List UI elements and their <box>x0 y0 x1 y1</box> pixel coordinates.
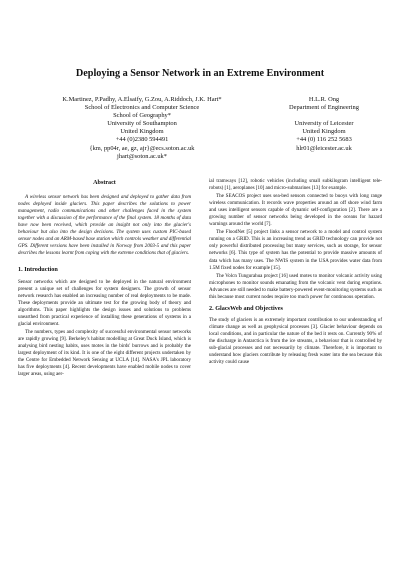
author-line: School of Geography* <box>113 112 171 120</box>
section-heading-glacsweb: 2. GlacsWeb and Objectives <box>209 304 283 312</box>
author-line: University of Southampton <box>107 120 177 128</box>
intro-paragraph: The numbers, types and complexity of successful environmental sensor networks are rapidly growing [9]. Berkeley's habitat modelling at Great Duck Island, which is analysing bird nesting habits, uses motes in the birds' burrows and is probably the largest deployment of its kind. It is one of the eight different projects undertaken by the Centre for Embedded Network Sensing at UCLA [14]. NASA's JPL laboratory has five deployments [4]. Recent developments have enabled mobile nodes to cover larger areas, using aer- <box>18 328 191 378</box>
author-line: United Kingdom <box>302 128 346 136</box>
author-line: +44 (0)2380 594491 <box>115 136 169 144</box>
right-column <box>209 178 382 367</box>
section-heading-introduction: 1. Introduction <box>18 266 58 274</box>
section2-paragraph: The study of glaciers is an extremely important contribution to our understanding of climate change as well as geophysical processes [3]. Glacier behaviour depends on local conditions, and in particular the nature of the bed it rests on. Currently 90% of the discharge in Antarctica is from the ice streams, a behaviour that is controlled by sub-glacial processes and not necessarily by climate. Therefore, it is important to understand how glaciers contribute by releasing fresh water into the sea because this activity could cause <box>209 316 382 366</box>
author-line: {km, pp04r, ae, gz, ajr}@ecs.soton.ac.uk <box>89 144 195 152</box>
author-line: +44 (0) 116 252 5683 <box>296 136 352 144</box>
author-line: United Kingdom <box>120 128 164 136</box>
author-line: H.L.R. Ong <box>308 96 340 103</box>
author-line: jhart@soton.ac.uk* <box>117 152 167 160</box>
authors-right-block <box>268 96 380 153</box>
abstract-text: A wireless sensor network has been designed and deployed to gather data from nodes deployed inside glaciers. This paper describes the solutions to power management, radio communications and other challenges faced in the system together with a discussion of the performance of the final system. 18 months of data have now been received, which provide an insight not only into the glacier's behaviour but also into the design decisions. The system uses custom PIC-based sensor nodes and an ARM-based base station which controls weather and differential GPS. Different versions have been installed in Norway from 2003-5 and this paper describes the lessons learnt from coping with the extreme conditions that of glaciers. <box>18 194 191 257</box>
intro-paragraph: Sensor networks which are designed to be deployed in the natural environment present a unique set of challenges for system designers. The growth of sensor network research has enabled an increasing number of real deployments to be made. These deployments provide an ultimate test for the growing body of theory and algorithms. This paper highlights the design issues and solutions to problems unearthed from practical experience of installing these generations of systems in a glacial environment. <box>18 278 191 327</box>
author-line: University of Leicester <box>294 120 354 128</box>
body-paragraph: ial tramways [12], robotic vehicles (including small subkilogram intelligent tele-robots) [1], aeroplanes [10] and micro-submarines [13] for example. <box>209 178 382 192</box>
author-line: K.Martinez, P.Padhy, A.Elsaify, G.Zou, A.Riddoch, J.K. Hart* <box>62 96 222 103</box>
authors-left-block <box>28 96 256 161</box>
author-line: hlr01@leicester.ac.uk <box>296 144 352 152</box>
left-column <box>18 178 191 379</box>
body-paragraph: The FloodNet [5] project links a sensor network to a model and control system running on a GRID. This is an increasing trend as GRID technology can provide not only powerful distributed processing but many services, such as storage, for sensor networks [6]. This type of system has the potential to provide massive amounts of data which has many uses. The NWIS system in the USA provides water data from 1.5M fixed nodes for example [15]. <box>209 229 382 271</box>
body-paragraph: The SEACOS project uses sea-bed sensors connected to buoys with long range wireless communication. It records wave properties around an off shore wind farm and uses intelligent sensors capable of dynamic self-configuration [2]. There are a growing number of sensor networks being developed in the oceans for hazard warnings around the world [7]. <box>209 193 382 228</box>
body-paragraph: The Volcn Tungurahua project [16] used motes to monitor volcanic activity using microphones to monitor sounds emanating from the volcanic vent during eruptions. Advances are still needed to make battery-powered event-monitoring systems such as this because most current nodes require too much power for continuous operation. <box>209 272 382 300</box>
abstract-heading: Abstract <box>93 180 116 186</box>
author-line: School of Electronics and Computer Science <box>84 104 200 112</box>
author-line: Department of Engineering <box>289 104 359 112</box>
paper-title: Deploying a Sensor Network in an Extreme Environment <box>75 68 325 79</box>
author-line <box>268 112 380 120</box>
